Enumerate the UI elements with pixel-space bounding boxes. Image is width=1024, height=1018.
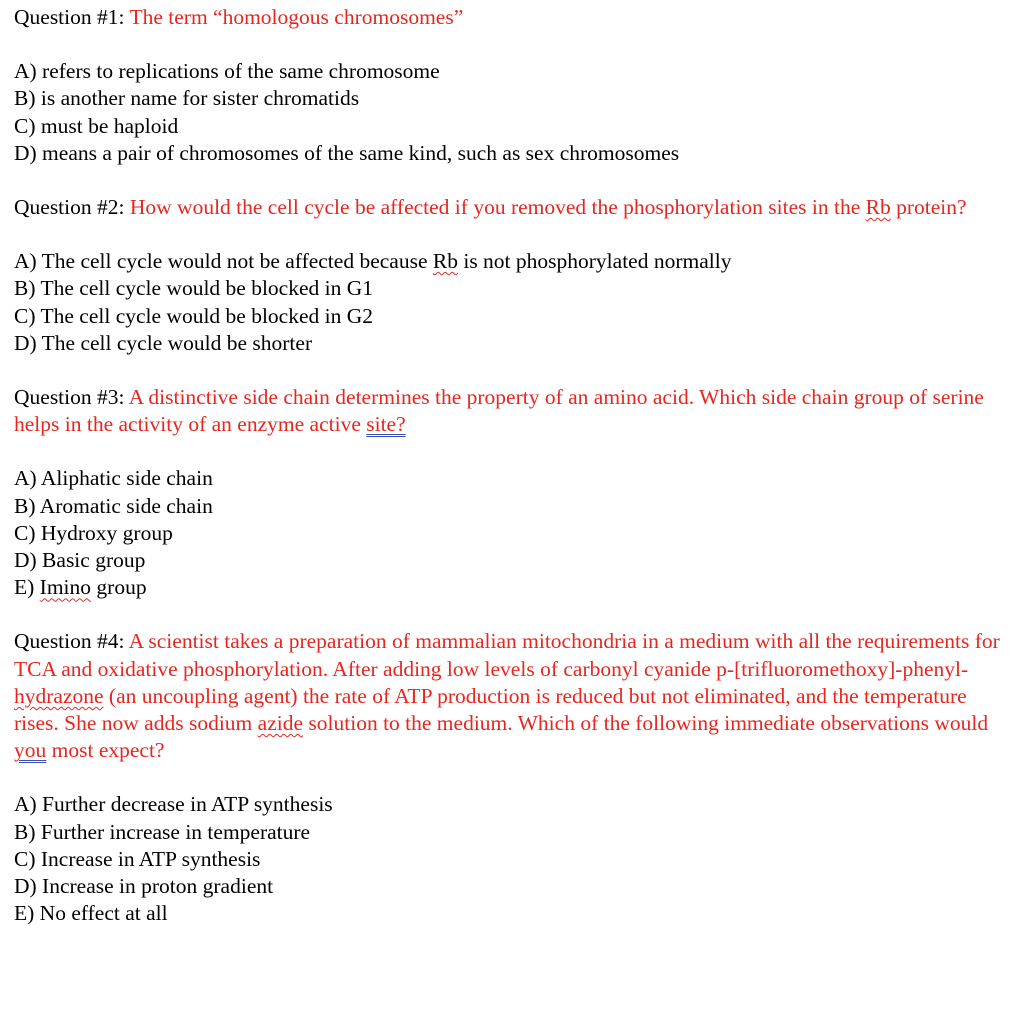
question-2-option-b: B) The cell cycle would be blocked in G1: [14, 276, 374, 301]
document-body: [14, 0, 1014, 927]
question-4-option-c: C) Increase in ATP synthesis: [14, 846, 261, 871]
question-4-option-a: A) Further decrease in ATP synthesis: [14, 792, 333, 817]
question-4-spell-mark-2: azide: [257, 711, 304, 736]
question-1-options: [14, 58, 1014, 167]
question-4: [14, 628, 1014, 927]
question-2-option-a-spell-mark: Rb: [432, 249, 458, 274]
question-3-option-b: B) Aromatic side chain: [14, 493, 213, 518]
question-4-text-part-3: solution to the medium. Which of the following immediate observations would: [303, 711, 989, 736]
question-4-stem: [14, 628, 1014, 764]
question-4-spell-mark-1: hydrazone: [14, 683, 104, 708]
question-2-option-a-start: A) The cell cycle would not be affected because: [14, 249, 433, 274]
question-4-option-d: D) Increase in proton gradient: [14, 874, 274, 899]
question-3-option-e-start: E): [14, 575, 40, 600]
question-4-option-b: B) Further increase in temperature: [14, 819, 311, 844]
question-4-options: [14, 791, 1014, 927]
question-1-option-b: B) is another name for sister chromatids: [14, 86, 360, 111]
question-2-options: [14, 248, 1014, 357]
question-4-text-part-2: (an uncoupling agent) the rate of ATP production is reduced but not eliminated, and the temperature rises. She now adds sodium: [14, 683, 967, 736]
question-3: [14, 384, 1014, 601]
question-3-label: Question #3:: [14, 385, 129, 410]
question-2-text-end: protein?: [890, 195, 967, 220]
question-4-text-part-4: most expect?: [46, 738, 165, 763]
question-2-label: Question #2:: [14, 195, 130, 220]
question-1-option-d: D) means a pair of chromosomes of the same kind, such as sex chromosomes: [14, 140, 680, 165]
question-3-option-d: D) Basic group: [14, 548, 146, 573]
question-2-option-a-end: is not phosphorylated normally: [457, 249, 732, 274]
question-4-grammar-mark: you: [14, 738, 47, 763]
question-4-text: [14, 629, 1000, 762]
question-3-option-e-end: group: [91, 575, 147, 600]
question-4-text-part-1: A scientist takes a preparation of mammalian mitochondria in a medium with all the requirements for TCA and oxidative phosphorylation. After adding low levels of carbonyl cyanide p-[trifluoromethoxy]-phenyl-: [14, 629, 1000, 681]
question-3-options: [14, 465, 1014, 601]
question-1-stem: [14, 4, 1014, 31]
question-4-option-e: E) No effect at all: [14, 901, 168, 926]
question-2-option-c: C) The cell cycle would be blocked in G2: [14, 303, 374, 328]
question-3-option-e-spell-mark: Imino: [39, 575, 92, 600]
question-2: [14, 194, 1014, 357]
question-3-text-start: A distinctive side chain determines the property of an amino acid. Which side chain group of serine helps in the activity of an enzyme active: [14, 385, 984, 437]
question-2-text: [130, 195, 967, 219]
question-2-text-start: How would the cell cycle be affected if you removed the phosphorylation sites in the: [129, 195, 866, 220]
question-3-stem: [14, 384, 1014, 438]
question-2-option-a: [14, 248, 1014, 275]
question-3-grammar-mark: site?: [366, 412, 406, 437]
question-3-option-e: [14, 574, 1014, 601]
question-3-text: [14, 385, 984, 436]
question-3-option-c: C) Hydroxy group: [14, 520, 173, 545]
question-1-option-a: A) refers to replications of the same chromosome: [14, 59, 440, 84]
question-2-spell-mark: Rb: [865, 195, 891, 220]
question-2-option-d: D) The cell cycle would be shorter: [14, 330, 313, 355]
question-1-option-c: C) must be haploid: [14, 113, 179, 138]
question-4-label: Question #4:: [14, 629, 129, 654]
question-1-label: Question #1:: [14, 5, 130, 29]
question-1: [14, 4, 1014, 167]
question-2-stem: [14, 194, 1014, 221]
question-1-text: The term “homologous chromosomes”: [129, 5, 464, 29]
question-3-option-a: A) Aliphatic side chain: [14, 466, 213, 491]
